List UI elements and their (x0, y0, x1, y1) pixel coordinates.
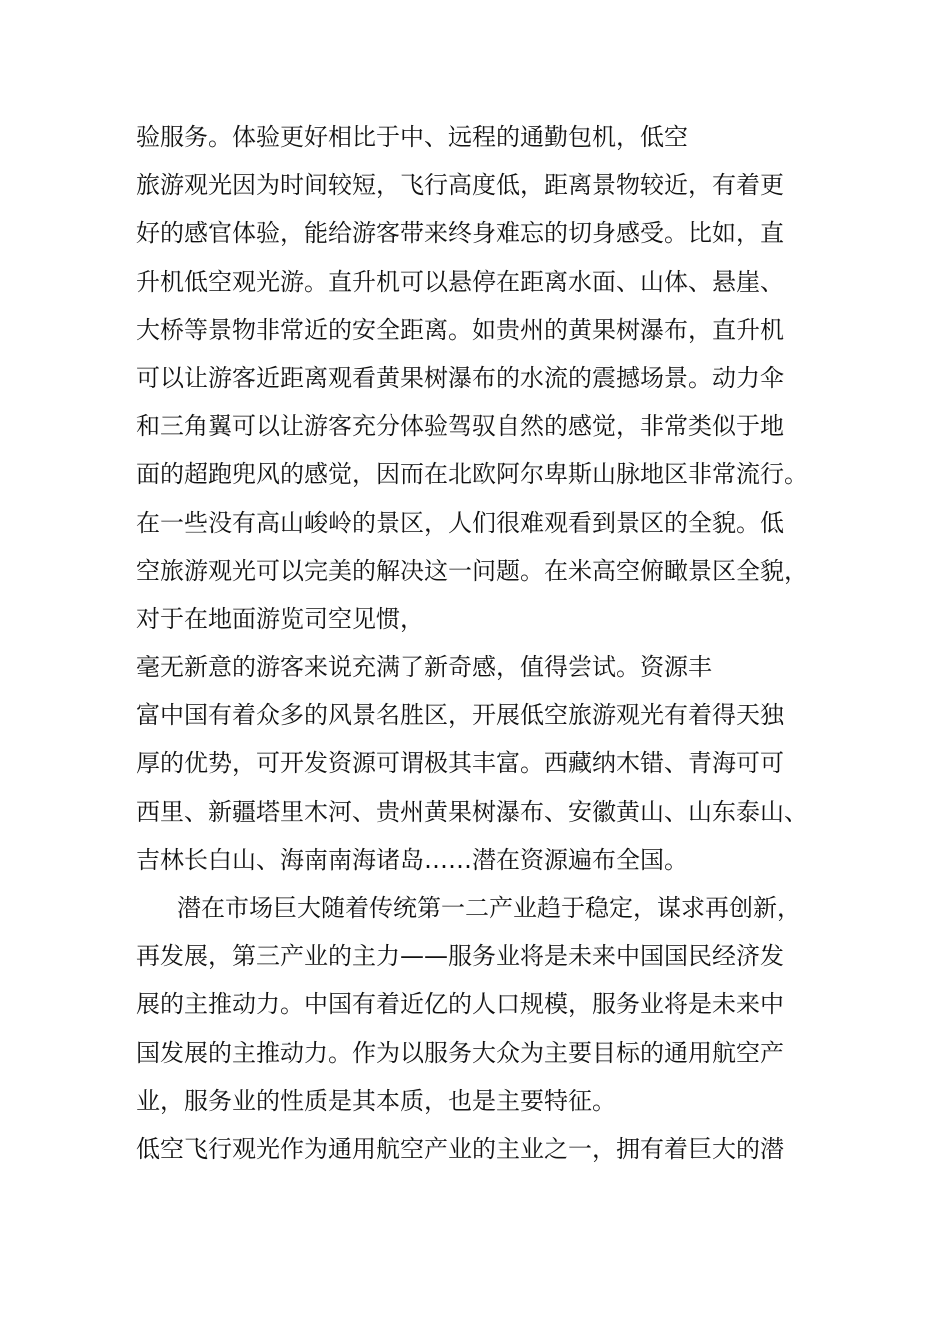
text-line-3: 好的感官体验，能给游客带来终身难忘的切身感受。比如，直 (136, 219, 784, 248)
text-line-8: 面的超跑兜风的感觉，因而在北欧阿尔卑斯山脉地区非常流行。 (136, 460, 808, 489)
text-line-14: 厚的优势，可开发资源可谓极其丰富。西藏纳木错、青海可可 (136, 749, 784, 778)
text-line-7: 和三角翼可以让游客充分体验驾驭自然的感觉，非常类似于地 (136, 412, 784, 441)
text-line-20: 国发展的主推动力。作为以服务大众为主要目标的通用航空产 (136, 1038, 784, 1067)
text-line-10: 空旅游观光可以完美的解决这一问题。在米高空俯瞰景区全貌， (136, 556, 808, 585)
text-line-18: 再发展，第三产业的主力——服务业将是未来中国国民经济发 (136, 942, 784, 971)
text-line-11: 对于在地面游览司空见惯， (136, 604, 424, 633)
text-line-4: 升机低空观光游。直升机可以悬停在距离水面、山体、悬崖、 (136, 267, 784, 296)
text-line-13: 富中国有着众多的风景名胜区，开展低空旅游观光有着得天独 (136, 701, 784, 730)
text-line-15: 西里、新疆塔里木河、贵州黄果树瀑布、安徽黄山、山东泰山、 (136, 797, 808, 826)
text-line-6: 可以让游客近距离观看黄果树瀑布的水流的震撼场景。动力伞 (136, 363, 784, 392)
text-line-21: 业，服务业的性质是其本质，也是主要特征。 (136, 1086, 616, 1115)
text-line-22: 低空飞行观光作为通用航空产业的主业之一，拥有着巨大的潜 (136, 1134, 784, 1163)
text-line-19: 展的主推动力。中国有着近亿的人口规模，服务业将是未来中 (136, 990, 784, 1019)
text-line-1: 验服务。体验更好相比于中、远程的通勤包机，低空 (136, 123, 688, 151)
text-line-12: 毫无新意的游客来说充满了新奇感，值得尝试。资源丰 (136, 653, 712, 682)
body-text (136, 113, 836, 1173)
text-line-5: 大桥等景物非常近的安全距离。如贵州的黄果树瀑布，直升机 (136, 315, 784, 344)
text-line-17: 潜在市场巨大随着传统第一二产业趋于稳定，谋求再创新， (177, 894, 801, 922)
text-line-2: 旅游观光因为时间较短，飞行高度低，距离景物较近，有着更 (136, 171, 784, 200)
text-line-9: 在一些没有高山峻岭的景区，人们很难观看到景区的全貌。低 (136, 508, 784, 537)
text-line-16: 吉林长白山、海南南海诸岛……潜在资源遍布全国。 (136, 845, 688, 874)
